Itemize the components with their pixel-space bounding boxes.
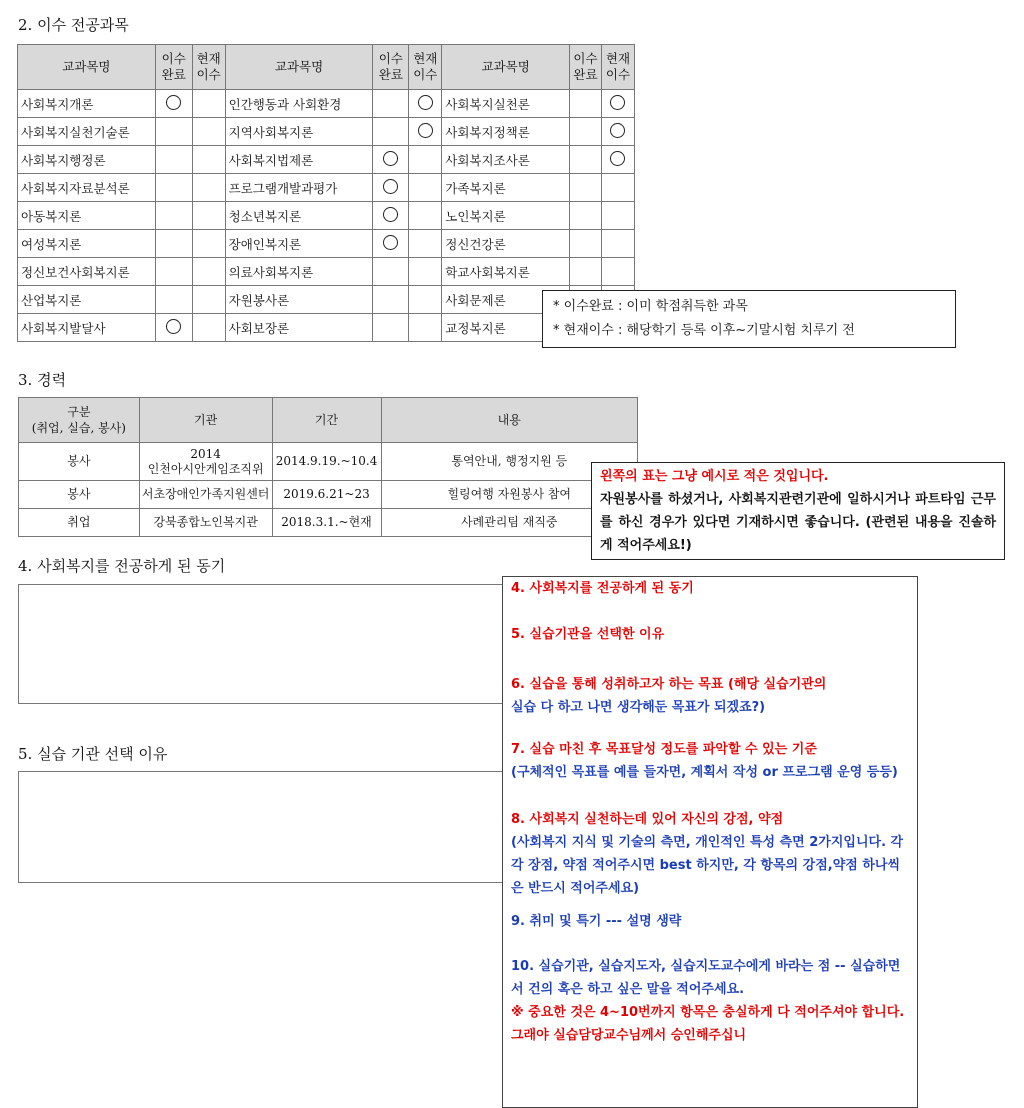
current-mark	[601, 118, 634, 146]
career-header-org: 기관	[139, 398, 272, 443]
guide-item-10: 10. 실습기관, 실습지도자, 실습지도교수에게 바라는 점 -- 실습하면서 건의 혹은 하고 싶은 말을 적어주세요.	[511, 959, 901, 997]
career-header-type: 구분 (취업, 실습, 봉사)	[19, 398, 140, 443]
guide-item-9: 9. 취미 및 특기 --- 설명 생략	[511, 914, 682, 929]
current-mark	[601, 230, 634, 258]
current-mark	[192, 118, 225, 146]
done-mark	[373, 118, 409, 146]
course-row	[18, 230, 635, 258]
career-content: 사례관리팀 재직중	[381, 509, 637, 537]
guide-item-4: 4. 사회복지를 전공하게 된 동기	[511, 581, 694, 596]
done-mark	[155, 202, 192, 230]
courses-section-title: 2. 이수 전공과목	[18, 16, 129, 34]
course-name: 자원봉사론	[225, 286, 373, 314]
legend-done: * 이수완료 : 이미 학점취득한 과목	[553, 299, 748, 314]
reason-text-area[interactable]	[18, 771, 512, 883]
done-mark	[155, 258, 192, 286]
circle-mark-icon	[418, 95, 433, 110]
course-name: 청소년복지론	[225, 202, 373, 230]
done-mark	[373, 230, 409, 258]
career-type: 취업	[19, 509, 140, 537]
header-done: 이수 완료	[373, 45, 409, 90]
course-name: 사회문제론	[442, 286, 570, 314]
course-name: 여성복지론	[18, 230, 156, 258]
done-mark	[570, 118, 602, 146]
current-mark	[409, 90, 442, 118]
course-name: 사회복지발달사	[18, 314, 156, 342]
done-mark	[373, 258, 409, 286]
done-mark	[373, 202, 409, 230]
career-period: 2014.9.19.~10.4	[272, 443, 381, 481]
course-row	[18, 146, 635, 174]
done-mark	[570, 258, 602, 286]
header-course-name: 교과목명	[442, 45, 570, 90]
career-type: 봉사	[19, 443, 140, 481]
guide-item-6-title: 6. 실습을 통해 성취하고자 하는 목표 (해당 실습기관의	[511, 677, 827, 692]
writing-guide-panel	[502, 576, 918, 1108]
circle-mark-icon	[383, 235, 398, 250]
current-mark	[192, 202, 225, 230]
circle-mark-icon	[383, 179, 398, 194]
career-table	[18, 397, 638, 537]
reason-section-title: 5. 실습 기관 선택 이유	[18, 745, 168, 763]
guide-item-6-detail: 실습 다 하고 나면 생각해둔 목표가 되겠죠?)	[511, 700, 766, 715]
current-mark	[601, 174, 634, 202]
course-name: 인간행동과 사회환경	[225, 90, 373, 118]
header-done: 이수 완료	[570, 45, 602, 90]
circle-mark-icon	[383, 207, 398, 222]
career-content: 힐링여행 자원봉사 참여	[381, 481, 637, 509]
course-row	[18, 202, 635, 230]
career-row	[19, 443, 638, 481]
current-mark	[601, 90, 634, 118]
course-legend-note	[542, 290, 956, 348]
legend-current: * 현재이수 : 해당학기 등록 이후~기말시험 치루기 전	[553, 323, 855, 338]
guide-item-7-title: 7. 실습 마친 후 목표달성 정도를 파악할 수 있는 기준	[511, 742, 817, 757]
course-name: 정신보건사회복지론	[18, 258, 156, 286]
career-org: 강북종합노인복지관	[139, 509, 272, 537]
current-mark	[192, 314, 225, 342]
guide-item-8-title: 8. 사회복지 실천하는데 있어 자신의 강점, 약점	[511, 812, 784, 827]
career-period: 2018.3.1.~현재	[272, 509, 381, 537]
course-name: 사회복지실천론	[442, 90, 570, 118]
current-mark	[409, 230, 442, 258]
header-course-name: 교과목명	[225, 45, 373, 90]
course-name: 사회복지정책론	[442, 118, 570, 146]
course-name: 아동복지론	[18, 202, 156, 230]
course-name: 사회보장론	[225, 314, 373, 342]
current-mark	[409, 174, 442, 202]
course-row	[18, 174, 635, 202]
course-name: 장애인복지론	[225, 230, 373, 258]
current-mark	[409, 286, 442, 314]
done-mark	[570, 146, 602, 174]
header-current: 현재 이수	[192, 45, 225, 90]
course-name: 의료사회복지론	[225, 258, 373, 286]
career-org: 서초장애인가족지원센터	[139, 481, 272, 509]
circle-mark-icon	[166, 95, 181, 110]
done-mark	[155, 146, 192, 174]
career-note-body: 자원봉사를 하셨거나, 사회복지관련기관에 일하시거나 파트타임 근무를 하신 경우가 있다면 기재하시면 좋습니다. (관련된 내용을 진솔하게 적어주세요!)	[600, 492, 996, 553]
course-name: 프로그램개발과평가	[225, 174, 373, 202]
course-name: 노인복지론	[442, 202, 570, 230]
done-mark	[155, 230, 192, 258]
header-done: 이수 완료	[155, 45, 192, 90]
current-mark	[409, 146, 442, 174]
done-mark	[155, 90, 192, 118]
motive-section-title: 4. 사회복지를 전공하게 된 동기	[18, 557, 226, 575]
done-mark	[373, 314, 409, 342]
current-mark	[192, 258, 225, 286]
course-name: 학교사회복지론	[442, 258, 570, 286]
career-section-title: 3. 경력	[18, 371, 67, 389]
circle-mark-icon	[383, 151, 398, 166]
course-name: 산업복지론	[18, 286, 156, 314]
done-mark	[373, 90, 409, 118]
career-note-headline: 왼쪽의 표는 그냥 예시로 적은 것입니다.	[600, 469, 829, 484]
career-header-period: 기간	[272, 398, 381, 443]
course-row	[18, 90, 635, 118]
done-mark	[373, 146, 409, 174]
done-mark	[155, 286, 192, 314]
current-mark	[601, 258, 634, 286]
done-mark	[570, 230, 602, 258]
career-content: 통역안내, 행정지원 등	[381, 443, 637, 481]
course-name: 사회복지개론	[18, 90, 156, 118]
current-mark	[409, 118, 442, 146]
circle-mark-icon	[610, 123, 625, 138]
career-type: 봉사	[19, 481, 140, 509]
course-name: 사회복지행정론	[18, 146, 156, 174]
current-mark	[192, 230, 225, 258]
current-mark	[601, 146, 634, 174]
guide-item-7-detail: (구체적인 목표를 예를 들자면, 계획서 작성 or 프로그램 운영 등등)	[511, 765, 898, 780]
course-name: 사회복지법제론	[225, 146, 373, 174]
guide-important-note: ※ 중요한 것은 4~10번까지 항목은 충실하게 다 적어주셔야 합니다. 그래야 실습담당교수님께서 승인해주십니	[511, 1005, 905, 1043]
circle-mark-icon	[610, 95, 625, 110]
done-mark	[373, 174, 409, 202]
course-row	[18, 258, 635, 286]
career-header-content: 내용	[381, 398, 637, 443]
done-mark	[155, 118, 192, 146]
current-mark	[409, 314, 442, 342]
courses-header-row	[18, 45, 635, 90]
career-period: 2019.6.21~23	[272, 481, 381, 509]
current-mark	[409, 202, 442, 230]
current-mark	[192, 90, 225, 118]
done-mark	[570, 174, 602, 202]
course-name: 사회복지조사론	[442, 146, 570, 174]
current-mark	[192, 146, 225, 174]
career-header-row	[19, 398, 638, 443]
circle-mark-icon	[610, 151, 625, 166]
career-org: 2014 인천아시안게임조직위	[139, 443, 272, 481]
current-mark	[409, 258, 442, 286]
done-mark	[570, 90, 602, 118]
header-current: 현재 이수	[409, 45, 442, 90]
circle-mark-icon	[418, 123, 433, 138]
course-name: 교정복지론	[442, 314, 570, 342]
done-mark	[155, 174, 192, 202]
course-name: 사회복지자료분석론	[18, 174, 156, 202]
career-row	[19, 481, 638, 509]
current-mark	[601, 202, 634, 230]
current-mark	[192, 286, 225, 314]
done-mark	[373, 286, 409, 314]
guide-item-8-detail: (사회복지 지식 및 기술의 측면, 개인적인 특성 측면 2가지입니다. 각각 장점, 약점 적어주시면 best 하지만, 각 항목의 강점,약점 하나씩은 반드시 적어주세요)	[511, 835, 904, 896]
course-row	[18, 118, 635, 146]
career-example-note	[591, 462, 1005, 560]
done-mark	[155, 314, 192, 342]
circle-mark-icon	[166, 319, 181, 334]
guide-item-5: 5. 실습기관을 선택한 이유	[511, 627, 665, 642]
motive-text-area[interactable]	[18, 584, 512, 704]
course-name: 지역사회복지론	[225, 118, 373, 146]
course-name: 사회복지실천기술론	[18, 118, 156, 146]
course-name: 정신건강론	[442, 230, 570, 258]
header-course-name: 교과목명	[18, 45, 156, 90]
header-current: 현재 이수	[601, 45, 634, 90]
done-mark	[570, 202, 602, 230]
career-row	[19, 509, 638, 537]
course-name: 가족복지론	[442, 174, 570, 202]
current-mark	[192, 174, 225, 202]
